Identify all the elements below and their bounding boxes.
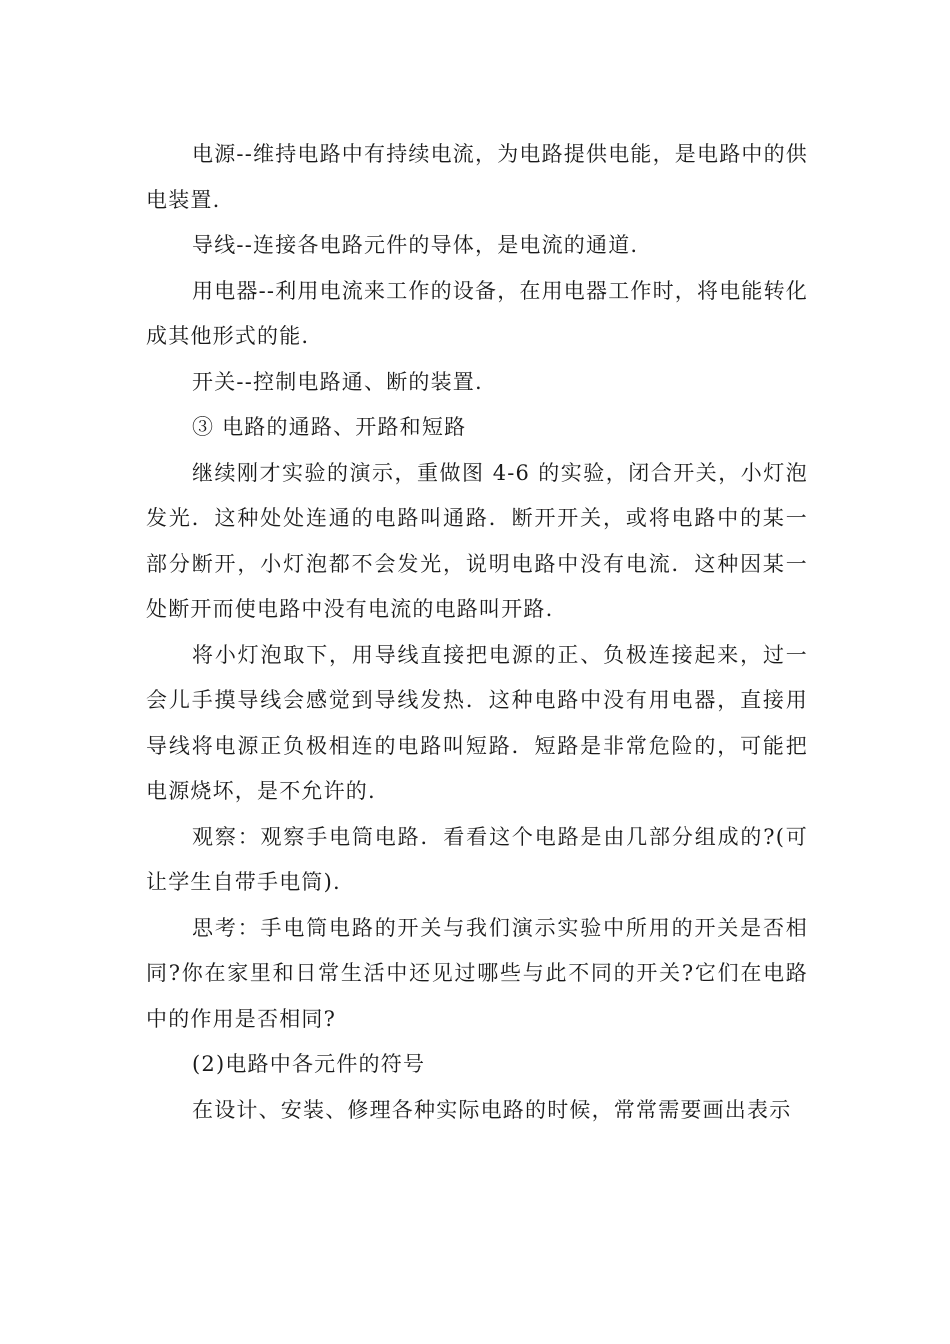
section-heading-component-symbols: (2)电路中各元件的符号 [192,1052,426,1076]
paragraph-short-circuit: 将小灯泡取下，用导线直接把电源的正、负极连接起来，过一会儿手摸导线会感觉到导线发热．这种电路中没有用电器，直接用导线将电源正负极相连的电路叫短路．短路是非常危险的，可能把电源烧坏，是不允许的. [146,642,808,803]
paragraph-switch: 开关--控制电路通、断的装置. [192,369,483,394]
paragraph-observe: 观察：观察手电筒电路．看看这个电路是由几部分组成的?(可让学生自带手电筒). [146,824,808,894]
paragraph-design-intro: 在设计、安装、修理各种实际电路的时候，常常需要画出表示 [192,1097,792,1122]
paragraph-wire: 导线--连接各电路元件的导体，是电流的通道. [192,233,639,257]
section-heading-circuit-states: ③ 电路的通路、开路和短路 [192,415,467,439]
document-body [146,132,808,1133]
paragraph-closed-open-circuit: 继续刚才实验的演示，重做图 4-6 的实验，闭合开关，小灯泡发光．这种处处连通的电路叫通路．断开开关，或将电路中的某一部分断开，小灯泡都不会发光，说明电路中没有电流．这种因某一处断开而使电路中没有电流的电路叫开路. [146,460,808,621]
paragraph-appliance: 用电器--利用电流来工作的设备，在用电器工作时，将电能转化成其他形式的能. [146,278,808,348]
paragraph-power-source: 电源--维持电路中有持续电流，为电路提供电能，是电路中的供电装置. [146,142,808,212]
paragraph-think: 思考：手电筒电路的开关与我们演示实验中所用的开关是否相同?你在家里和日常生活中还见过哪些与此不同的开关?它们在电路中的作用是否相同? [146,915,808,1031]
